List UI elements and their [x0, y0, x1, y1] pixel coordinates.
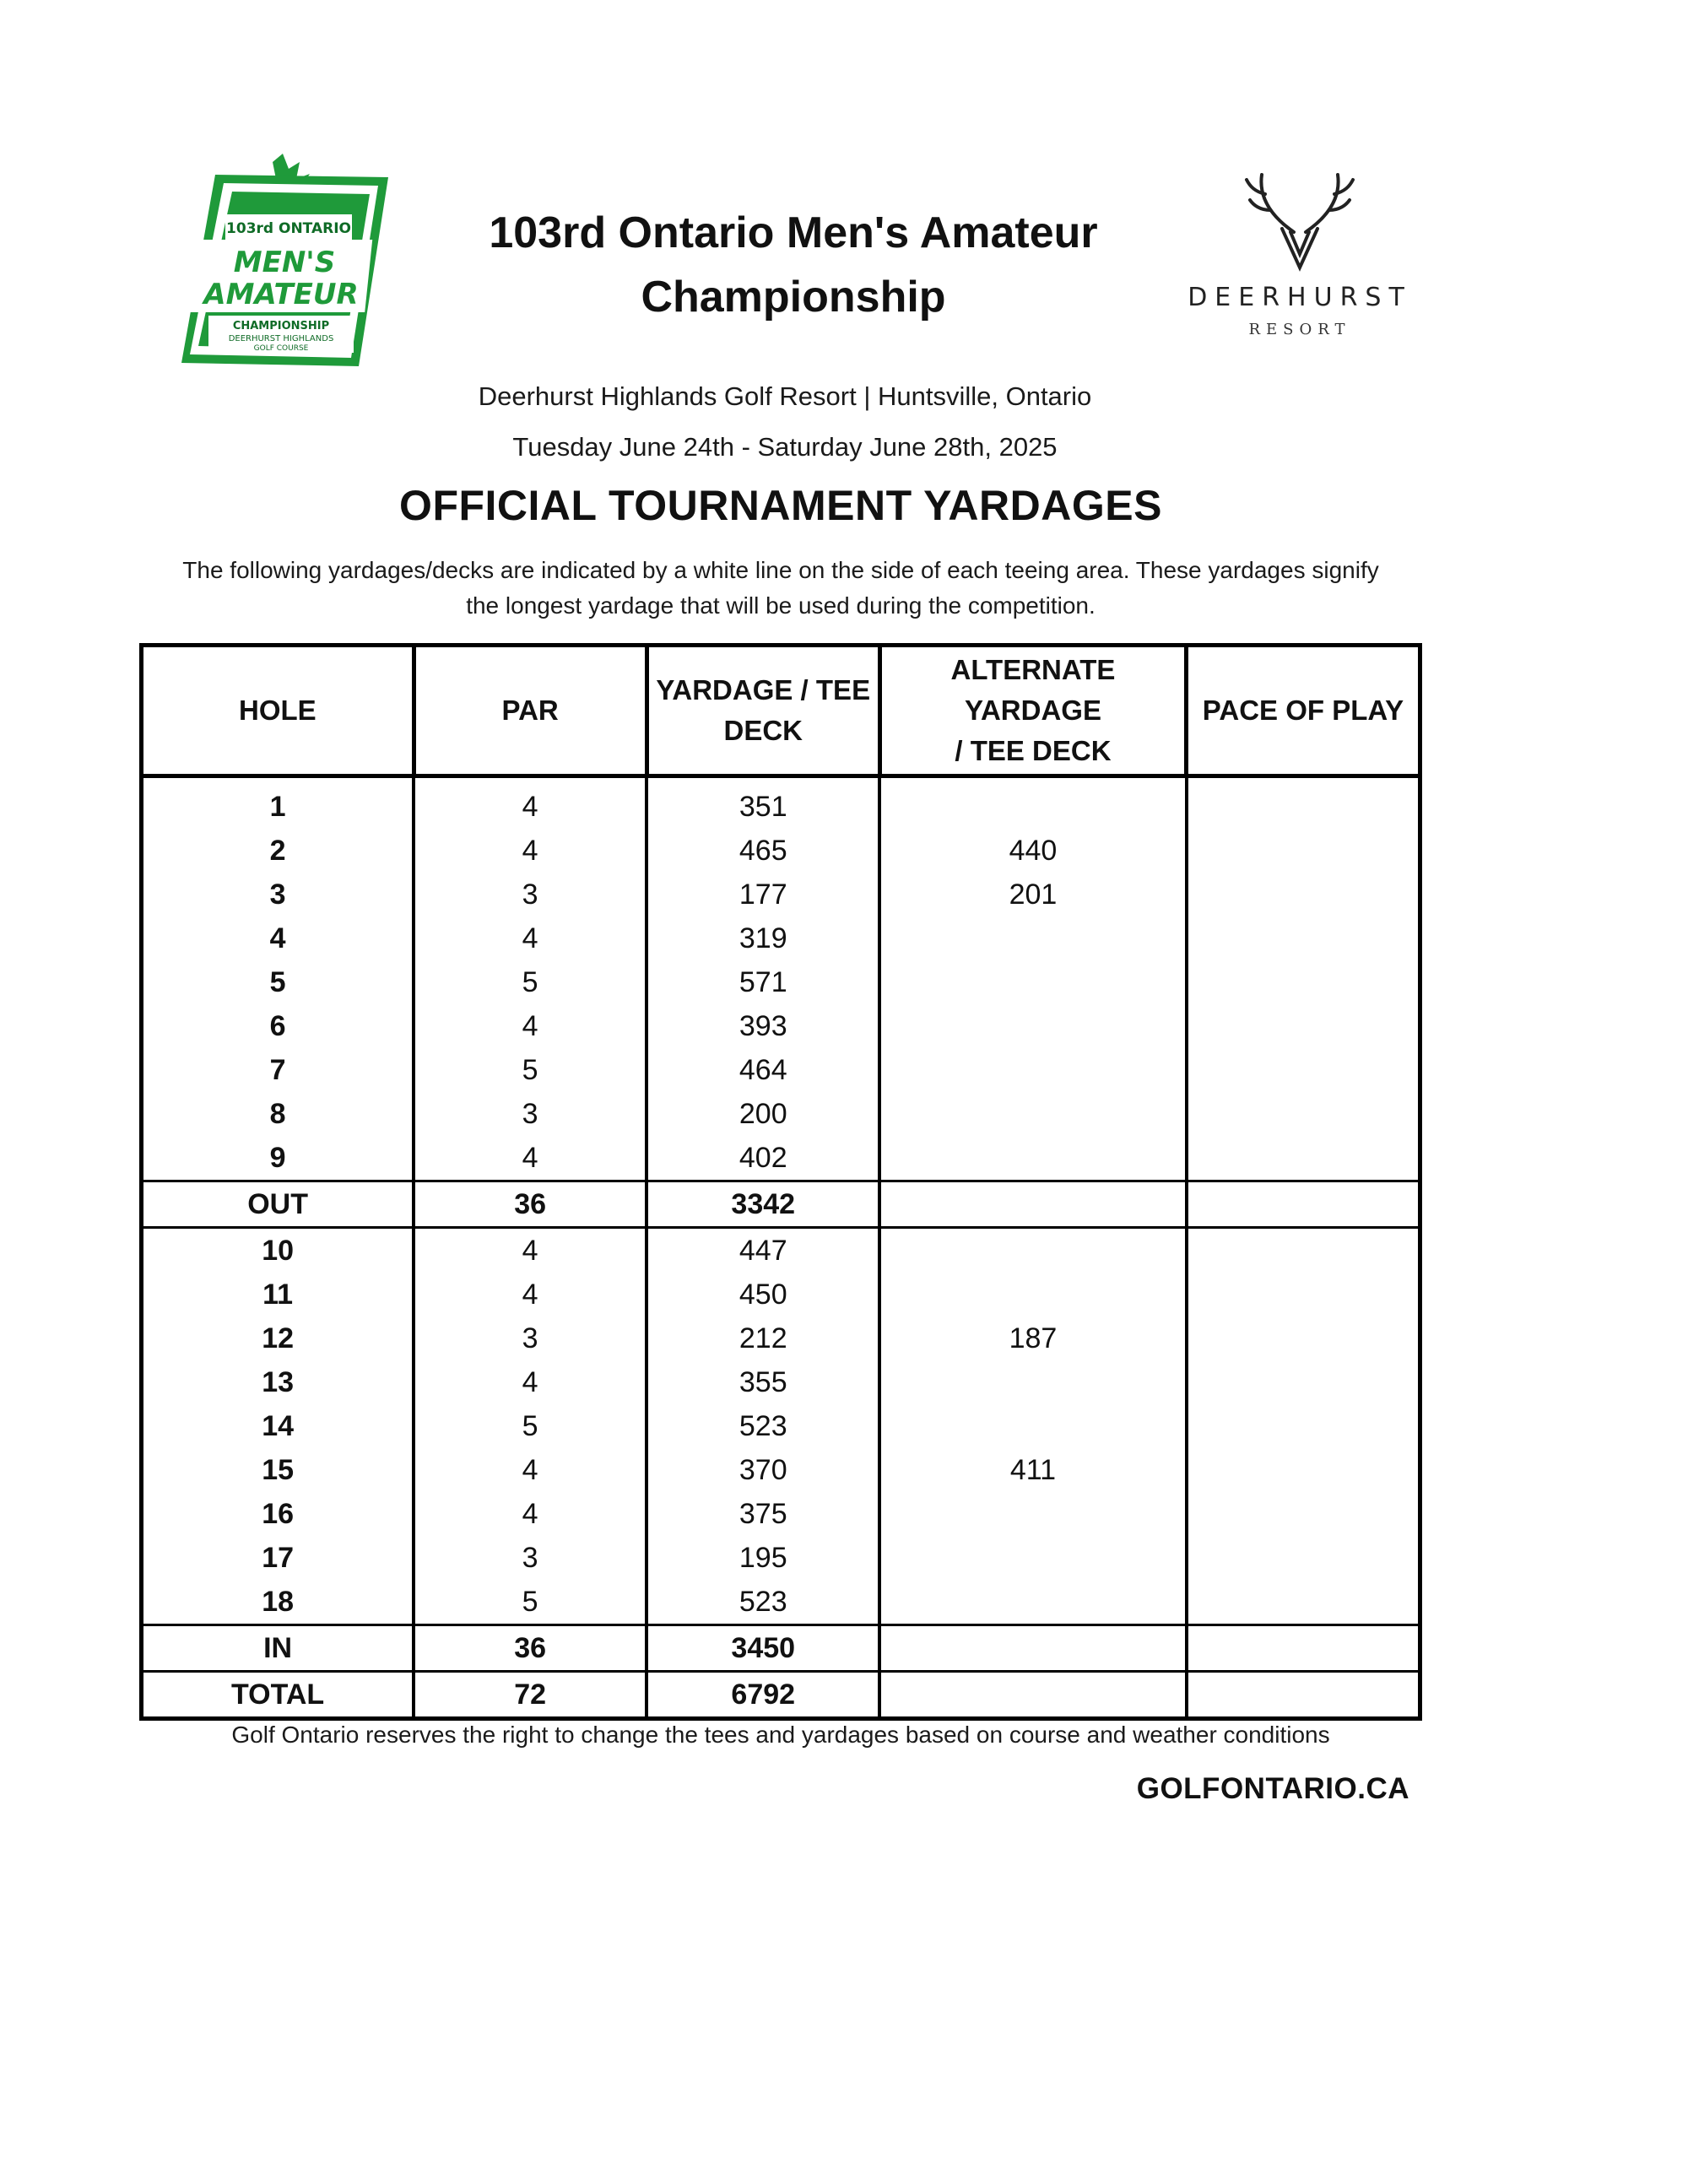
hole-cell: 10	[142, 1228, 414, 1273]
table-row	[142, 1004, 1420, 1048]
out-subtotal-row	[142, 1181, 1420, 1228]
hole-cell: 3	[142, 873, 414, 916]
svg-text:CHAMPIONSHIP: CHAMPIONSHIP	[232, 320, 330, 332]
yardage-cell: 200	[647, 1092, 879, 1136]
in-pace	[1187, 1625, 1420, 1672]
alternate-cell	[879, 1048, 1186, 1092]
header-pace: PACE OF PLAY	[1187, 646, 1420, 776]
hole-cell: 16	[142, 1492, 414, 1536]
yardage-cell: 464	[647, 1048, 879, 1092]
title-line-2: Championship	[641, 273, 946, 322]
pace-cell	[1187, 1360, 1420, 1404]
header-alternate-line-2: / TEE DECK	[955, 735, 1112, 766]
hole-cell: 6	[142, 1004, 414, 1048]
resort-name: DEERHURST	[1188, 283, 1412, 312]
alternate-cell: 187	[879, 1316, 1186, 1360]
par-cell: 4	[414, 916, 647, 960]
yardage-cell: 177	[647, 873, 879, 916]
par-cell: 4	[414, 1228, 647, 1273]
hole-cell: 8	[142, 1092, 414, 1136]
out-alternate	[879, 1181, 1186, 1228]
pace-cell	[1187, 1092, 1420, 1136]
hole-cell: 5	[142, 960, 414, 1004]
yardage-cell: 393	[647, 1004, 879, 1048]
par-cell: 3	[414, 873, 647, 916]
svg-text:GOLF COURSE: GOLF COURSE	[253, 344, 309, 353]
section-heading: OFFICIAL TOURNAMENT YARDAGES	[399, 482, 1162, 529]
out-pace	[1187, 1181, 1420, 1228]
table-row	[142, 776, 1420, 830]
pace-cell	[1187, 1448, 1420, 1492]
alternate-cell	[879, 1004, 1186, 1048]
total-pace	[1187, 1672, 1420, 1719]
yardage-cell: 351	[647, 776, 879, 830]
pace-cell	[1187, 1536, 1420, 1580]
total-label: TOTAL	[142, 1672, 414, 1719]
alternate-cell	[879, 1580, 1186, 1625]
total-yardage: 6792	[647, 1672, 879, 1719]
pace-cell	[1187, 1492, 1420, 1536]
table-row	[142, 1048, 1420, 1092]
yardage-cell: 195	[647, 1536, 879, 1580]
hole-cell: 18	[142, 1580, 414, 1625]
par-cell: 3	[414, 1536, 647, 1580]
pace-cell	[1187, 1048, 1420, 1092]
hole-cell: 15	[142, 1448, 414, 1492]
header-hole: HOLE	[142, 646, 414, 776]
alternate-cell	[879, 1360, 1186, 1404]
table-row	[142, 1360, 1420, 1404]
alternate-cell	[879, 1228, 1186, 1273]
out-yardage: 3342	[647, 1181, 879, 1228]
par-cell: 3	[414, 1316, 647, 1360]
par-cell: 4	[414, 829, 647, 873]
out-label: OUT	[142, 1181, 414, 1228]
yardage-cell: 465	[647, 829, 879, 873]
hole-cell: 4	[142, 916, 414, 960]
hole-cell: 14	[142, 1404, 414, 1448]
par-cell: 4	[414, 776, 647, 830]
header-alternate-line-1: ALTERNATE YARDAGE	[950, 654, 1116, 726]
alternate-cell	[879, 1092, 1186, 1136]
hole-cell: 7	[142, 1048, 414, 1092]
alternate-cell: 411	[879, 1448, 1186, 1492]
yardage-cell: 212	[647, 1316, 879, 1360]
hole-cell: 17	[142, 1536, 414, 1580]
total-par: 72	[414, 1672, 647, 1719]
in-label: IN	[142, 1625, 414, 1672]
alternate-cell	[879, 1273, 1186, 1316]
alternate-cell	[879, 1536, 1186, 1580]
yardage-cell: 450	[647, 1273, 879, 1316]
pace-cell	[1187, 1580, 1420, 1625]
pace-cell	[1187, 873, 1420, 916]
table-row	[142, 1136, 1420, 1181]
note-line-1: The following yardages/decks are indicated by a white line on the side of each teeing area. These yardages signify	[182, 557, 1379, 583]
pace-cell	[1187, 1136, 1420, 1181]
header-yardage	[647, 646, 879, 776]
par-cell: 3	[414, 1092, 647, 1136]
alternate-cell	[879, 960, 1186, 1004]
table-row	[142, 916, 1420, 960]
alternate-cell	[879, 916, 1186, 960]
total-row	[142, 1672, 1420, 1719]
table-row	[142, 829, 1420, 873]
yardage-cell: 402	[647, 1136, 879, 1181]
par-cell: 4	[414, 1136, 647, 1181]
table-row	[142, 1404, 1420, 1448]
yardage-note	[135, 553, 1426, 624]
pace-cell	[1187, 1316, 1420, 1360]
yardage-cell: 355	[647, 1360, 879, 1404]
total-alternate	[879, 1672, 1186, 1719]
page-title	[456, 201, 1131, 329]
yardage-cell: 447	[647, 1228, 879, 1273]
title-line-1: 103rd Ontario Men's Amateur	[489, 208, 1098, 257]
table-row	[142, 873, 1420, 916]
maple-leaf-badge-icon	[173, 145, 401, 373]
resort-logo	[1177, 165, 1422, 350]
pace-cell	[1187, 916, 1420, 960]
header-par: PAR	[414, 646, 647, 776]
yardage-cell: 523	[647, 1404, 879, 1448]
in-par: 36	[414, 1625, 647, 1672]
deer-antlers-icon	[1177, 165, 1422, 274]
out-par: 36	[414, 1181, 647, 1228]
yardage-table	[139, 643, 1422, 1721]
par-cell: 5	[414, 1048, 647, 1092]
venue-text: Deerhurst Highlands Golf Resort | Huntsville, Ontario	[478, 381, 1092, 411]
disclaimer-text: Golf Ontario reserves the right to change the tees and yardages based on course and weather conditions	[231, 1722, 1330, 1748]
yardage-cell: 571	[647, 960, 879, 1004]
par-cell: 5	[414, 1580, 647, 1625]
yardage-cell: 523	[647, 1580, 879, 1625]
pace-cell	[1187, 1228, 1420, 1273]
par-cell: 4	[414, 1273, 647, 1316]
hole-cell: 2	[142, 829, 414, 873]
table-row	[142, 1092, 1420, 1136]
in-yardage: 3450	[647, 1625, 879, 1672]
event-logo	[173, 145, 401, 373]
pace-cell	[1187, 829, 1420, 873]
hole-cell: 11	[142, 1273, 414, 1316]
table-row	[142, 960, 1420, 1004]
pace-cell	[1187, 1004, 1420, 1048]
table-row	[142, 1228, 1420, 1273]
hole-cell: 13	[142, 1360, 414, 1404]
svg-text:103rd ONTARIO: 103rd ONTARIO	[226, 220, 351, 237]
par-cell: 5	[414, 1404, 647, 1448]
par-cell: 4	[414, 1360, 647, 1404]
yardage-cell: 319	[647, 916, 879, 960]
yardage-cell: 375	[647, 1492, 879, 1536]
table-row	[142, 1316, 1420, 1360]
hole-cell: 12	[142, 1316, 414, 1360]
pace-cell	[1187, 776, 1420, 830]
table-header-row	[142, 646, 1420, 776]
alternate-cell	[879, 1492, 1186, 1536]
svg-text:DEERHURST HIGHLANDS: DEERHURST HIGHLANDS	[228, 334, 334, 343]
alternate-cell: 201	[879, 873, 1186, 916]
alternate-cell	[879, 1404, 1186, 1448]
alternate-cell	[879, 776, 1186, 830]
resort-subtitle: RESORT	[1248, 321, 1351, 338]
pace-cell	[1187, 1273, 1420, 1316]
alternate-cell	[879, 1136, 1186, 1181]
table-row	[142, 1492, 1420, 1536]
in-alternate	[879, 1625, 1186, 1672]
par-cell: 4	[414, 1448, 647, 1492]
svg-text:AMATEUR: AMATEUR	[203, 278, 359, 311]
header-yardage-line-1: YARDAGE / TEE	[656, 674, 871, 705]
hole-cell: 9	[142, 1136, 414, 1181]
hole-cell: 1	[142, 776, 414, 830]
alternate-cell: 440	[879, 829, 1186, 873]
header-yardage-line-2: DECK	[723, 715, 803, 746]
par-cell: 4	[414, 1004, 647, 1048]
table-row	[142, 1448, 1420, 1492]
table-row	[142, 1536, 1420, 1580]
website-text: GOLFONTARIO.CA	[1136, 1772, 1409, 1805]
note-line-2: the longest yardage that will be used during the competition.	[466, 592, 1096, 619]
par-cell: 5	[414, 960, 647, 1004]
in-subtotal-row	[142, 1625, 1420, 1672]
table-row	[142, 1580, 1420, 1625]
pace-cell	[1187, 960, 1420, 1004]
table-row	[142, 1273, 1420, 1316]
yardage-cell: 370	[647, 1448, 879, 1492]
svg-text:MEN'S: MEN'S	[233, 246, 336, 279]
pace-cell	[1187, 1404, 1420, 1448]
par-cell: 4	[414, 1492, 647, 1536]
header-alternate	[879, 646, 1186, 776]
dates-text: Tuesday June 24th - Saturday June 28th, 2025	[512, 432, 1058, 462]
